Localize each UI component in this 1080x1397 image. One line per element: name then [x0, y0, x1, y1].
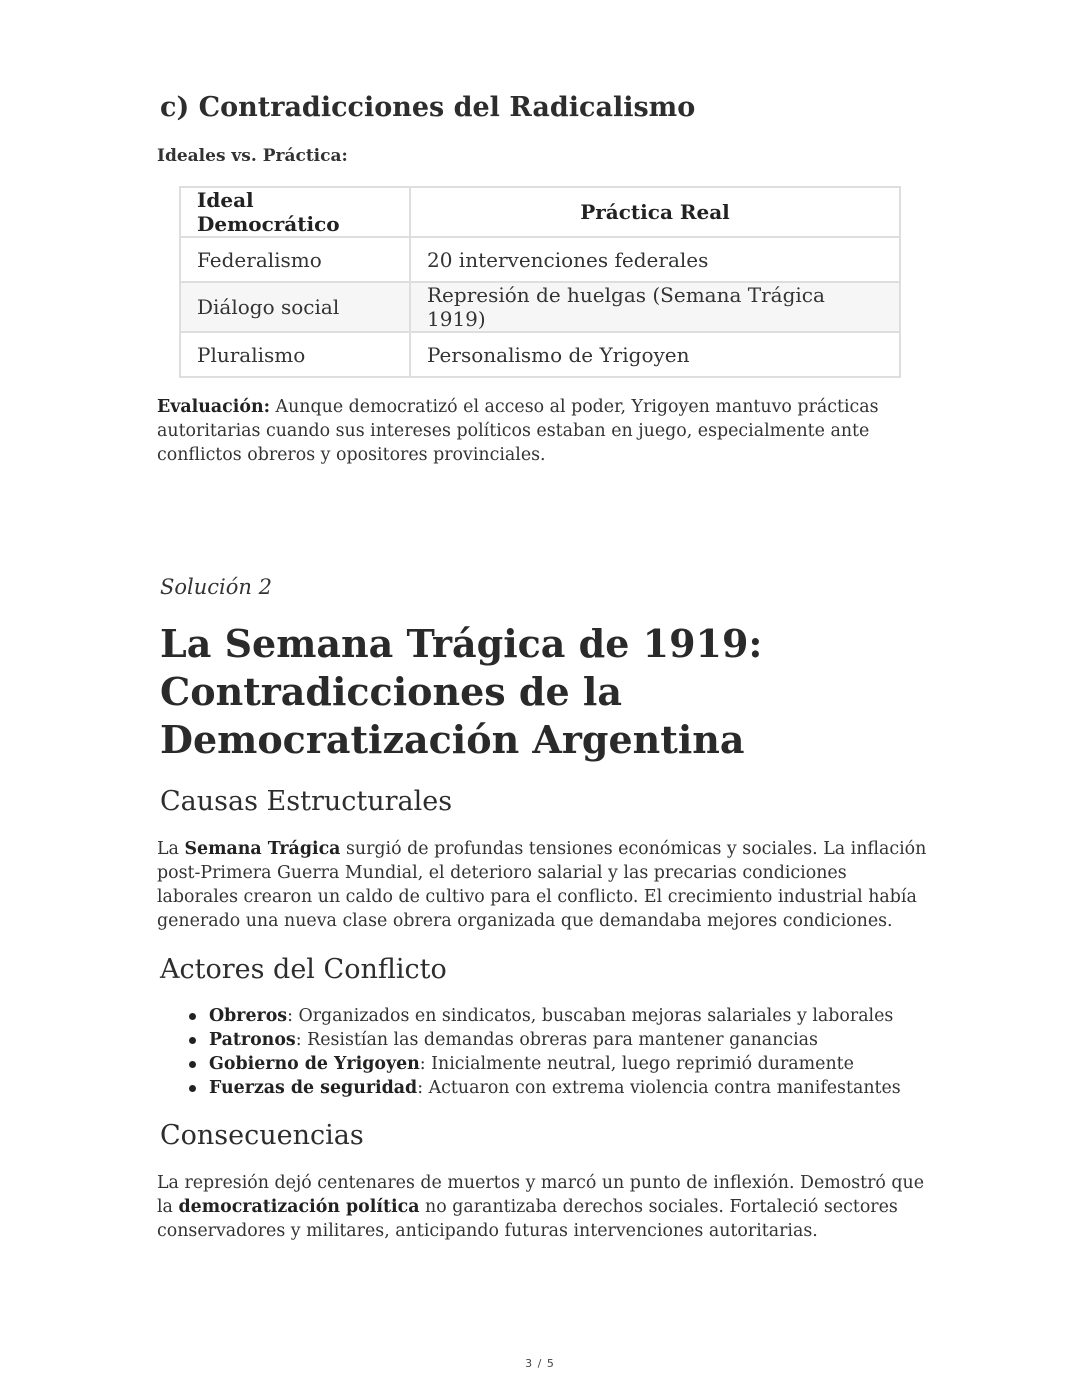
actor-term: Obreros: [209, 1006, 288, 1026]
consecuencias-paragraph: [157, 1171, 927, 1243]
list-item: [187, 1028, 901, 1052]
actor-term: Patronos: [209, 1030, 296, 1050]
list-item: [187, 1076, 901, 1100]
table-header-practica: Práctica Real: [410, 187, 900, 237]
table-cell: Diálogo social: [180, 282, 410, 332]
table-row: [180, 282, 900, 332]
table-cell: Federalismo: [180, 237, 410, 282]
table-row: [180, 332, 900, 377]
causas-heading: Causas Estructurales: [160, 786, 453, 817]
table-header-row: [180, 187, 900, 237]
consecuencias-heading: Consecuencias: [160, 1120, 364, 1151]
table-header-ideal: Ideal Democrático: [180, 187, 410, 237]
section-heading-contradicciones: c) Contradicciones del Radicalismo: [160, 92, 696, 123]
actor-description: : Actuaron con extrema violencia contra manifestantes: [417, 1078, 901, 1098]
page-indicator: 3 / 5: [525, 1357, 555, 1370]
ideales-practica-label: Ideales vs. Práctica:: [157, 146, 348, 166]
consecuencias-bold-term: democratización política: [178, 1197, 420, 1217]
causas-text-start: La: [157, 839, 185, 859]
solution-label: Solución 2: [160, 575, 272, 599]
causas-text-rest: surgió de profundas tensiones económicas y sociales. La inflación post-Primera Guerra Mundial, el deterioro salarial y las precarias condiciones laborales crearon un caldo de cultivo para el conflicto. El crecimiento industrial había generado una nueva clase obrera organizada que demandaba mejores condiciones.: [157, 839, 927, 931]
bullet-icon: [189, 1013, 196, 1020]
causas-paragraph: [157, 837, 927, 933]
table-cell: Represión de huelgas (Semana Trágica 1919): [410, 282, 900, 332]
bullet-icon: [189, 1085, 196, 1092]
table-cell: 20 intervenciones federales: [410, 237, 900, 282]
consecuencias-text-start: La represión dejó centenares de muertos y marcó un punto de inflexión. Demostró que la: [157, 1173, 925, 1217]
evaluation-paragraph: [157, 395, 927, 467]
list-item: [187, 1004, 901, 1028]
actor-description: : Resistían las demandas obreras para mantener ganancias: [295, 1030, 818, 1050]
consecuencias-text-rest: no garantizaba derechos sociales. Fortaleció sectores conservadores y militares, anticipando futuras intervenciones autoritarias.: [157, 1197, 898, 1241]
comparison-table: [179, 186, 901, 378]
actores-list: [187, 1004, 901, 1100]
bullet-icon: [189, 1061, 196, 1068]
list-item: [187, 1052, 901, 1076]
actor-term: Fuerzas de seguridad: [209, 1078, 418, 1098]
evaluation-text: Aunque democratizó el acceso al poder, Yrigoyen mantuvo prácticas autoritarias cuando sus intereses políticos estaban en juego, especialmente ante conflictos obreros y opositores provinciales.: [157, 397, 879, 465]
actores-heading: Actores del Conflicto: [160, 954, 447, 985]
evaluation-label: Evaluación:: [157, 397, 271, 417]
actor-term: Gobierno de Yrigoyen: [209, 1054, 420, 1074]
actor-description: : Organizados en sindicatos, buscaban mejoras salariales y laborales: [287, 1006, 894, 1026]
table-row: [180, 237, 900, 282]
page-title: La Semana Trágica de 1919: Contradicciones de la Democratización Argentina: [160, 621, 763, 762]
actor-description: : Inicialmente neutral, luego reprimió duramente: [419, 1054, 854, 1074]
table-cell: Personalismo de Yrigoyen: [410, 332, 900, 377]
bullet-icon: [189, 1037, 196, 1044]
table-cell: Pluralismo: [180, 332, 410, 377]
causas-bold-term: Semana Trágica: [184, 839, 341, 859]
